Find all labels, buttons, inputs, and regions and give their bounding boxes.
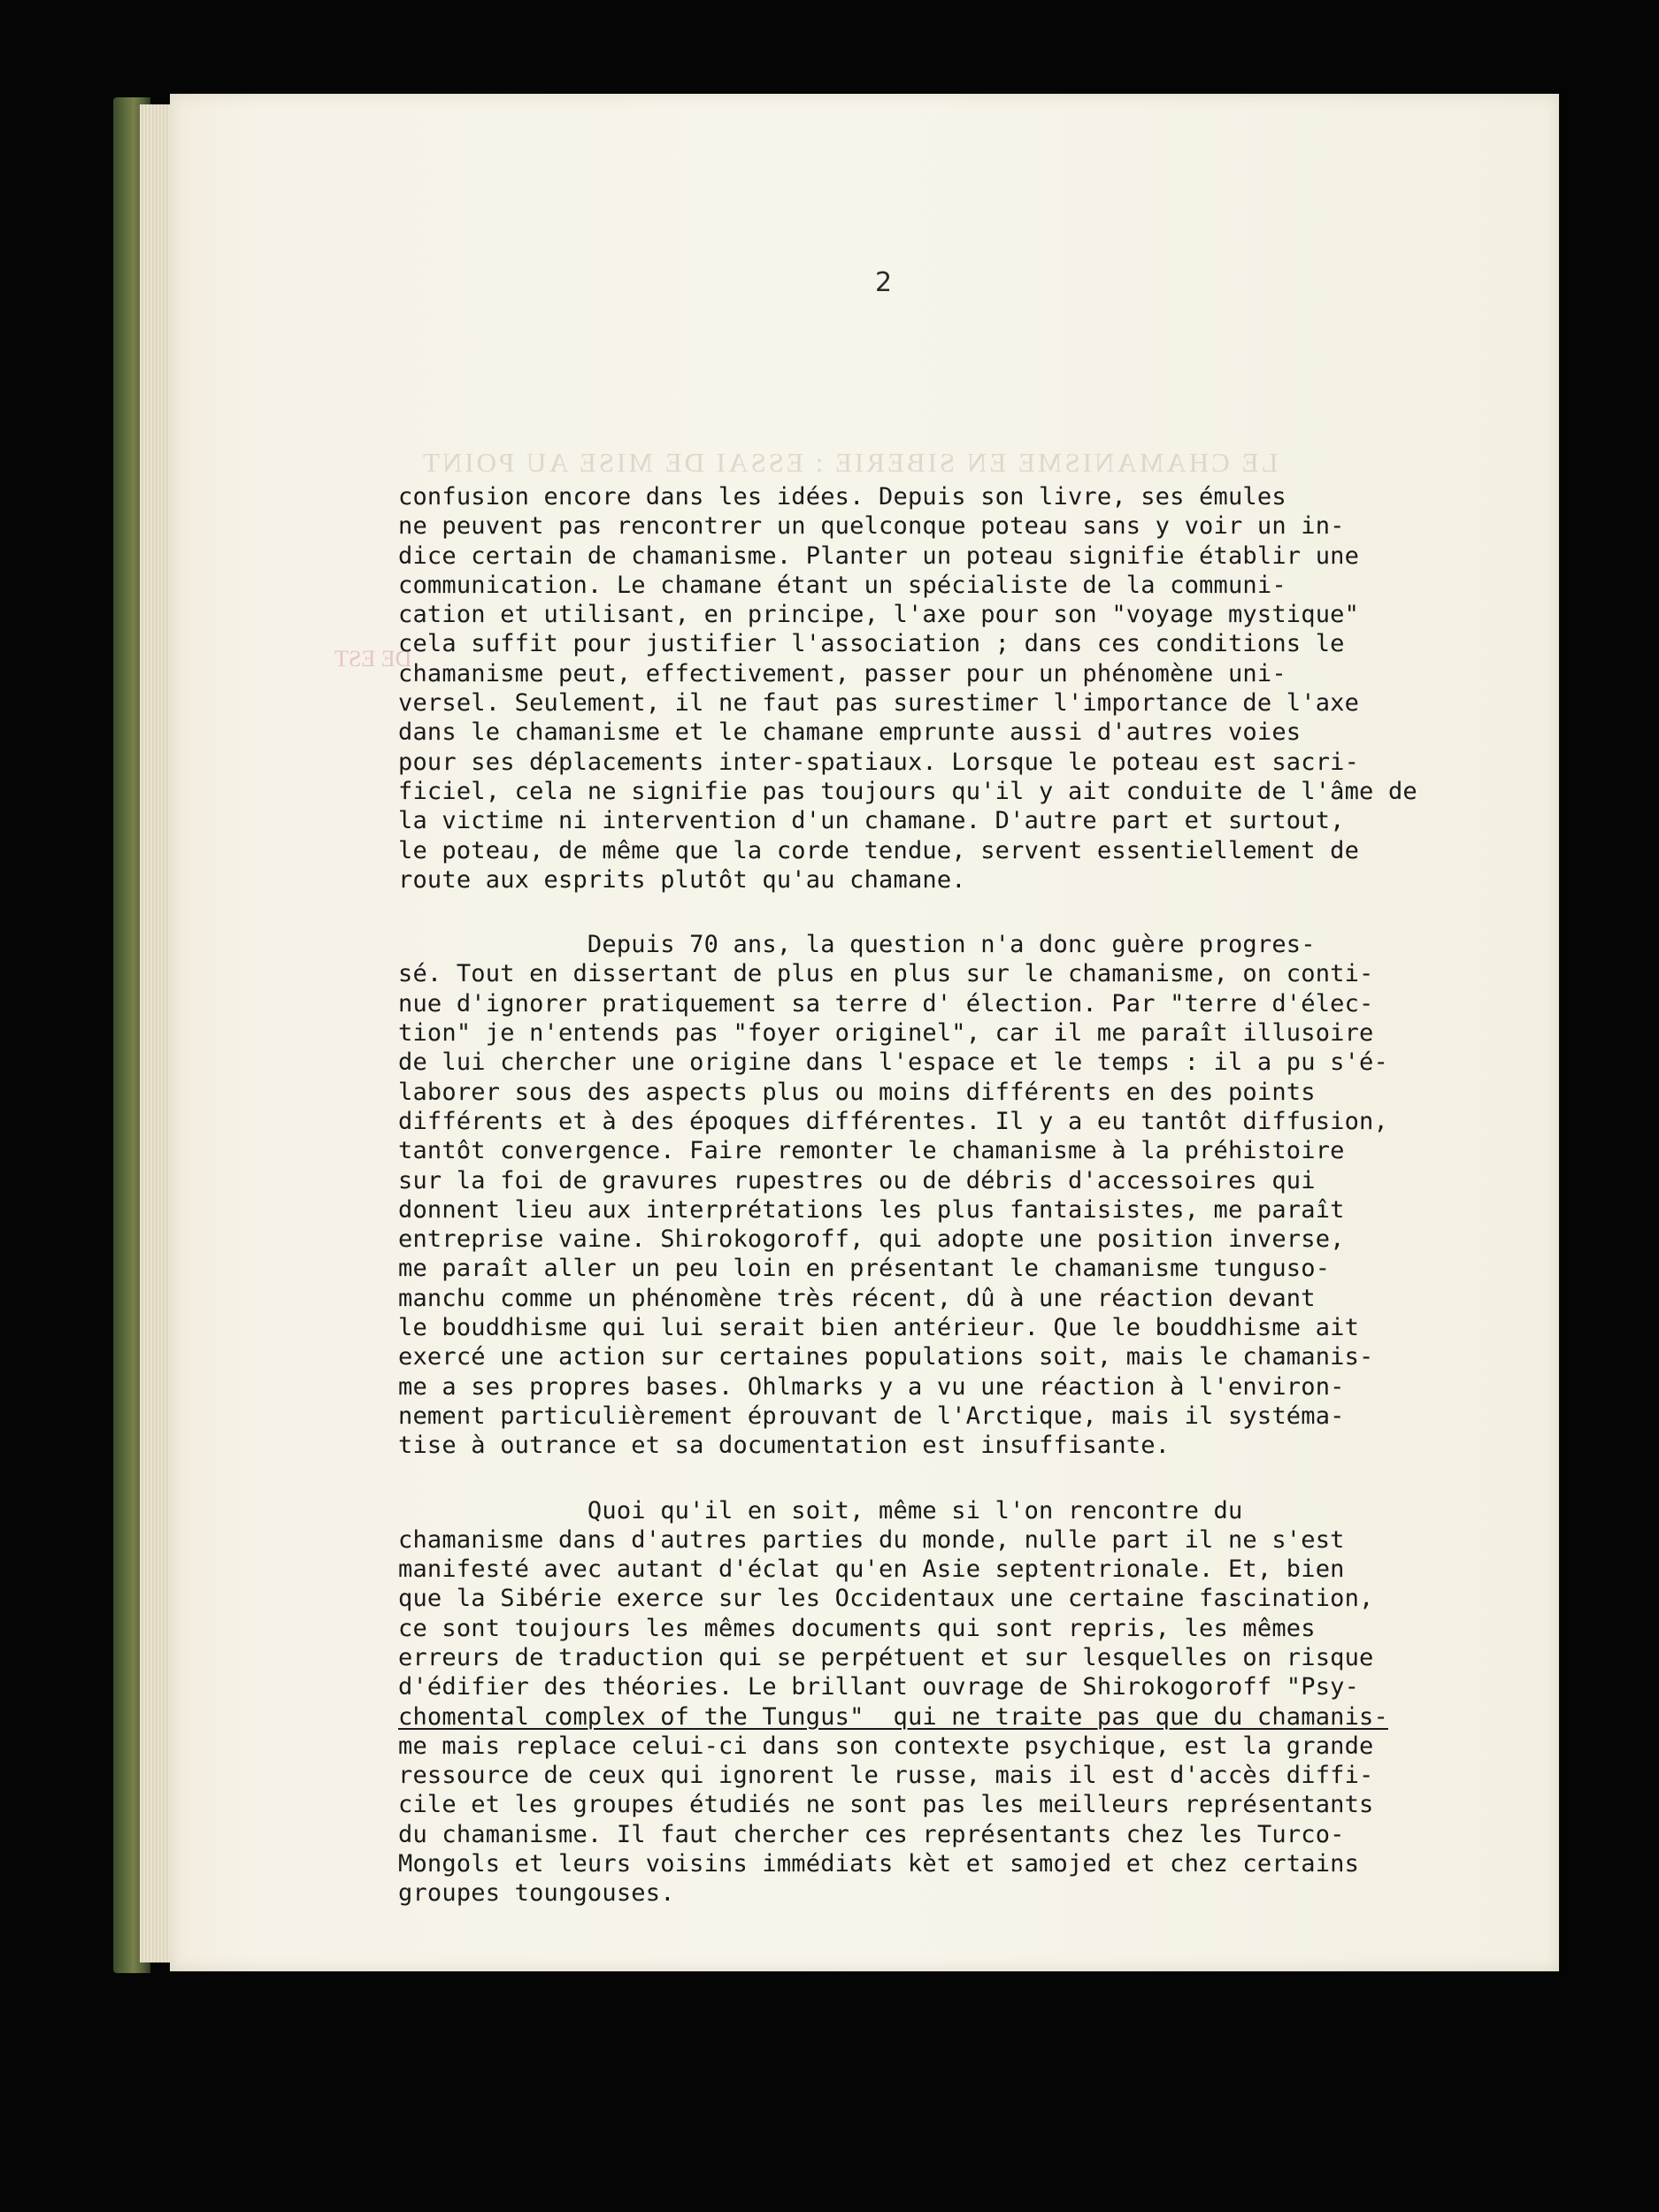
text-line: que la Sibérie exerce sur les Occidentaux une certaine fascination,: [398, 1585, 1374, 1613]
text-line: de lui chercher une origine dans l'espace et le temps : il a pu s'é-: [398, 1048, 1388, 1077]
text-line: erreurs de traduction qui se perpétuent et sur lesquelles on risque: [398, 1643, 1374, 1671]
text-line: versel. Seulement, il ne faut pas surestimer l'importance de l'axe: [398, 689, 1360, 718]
text-line: nue d'ignorer pratiquement sa terre d' élection. Par "terre d'élec-: [398, 989, 1374, 1018]
text-line: nement particulièrement éprouvant de l'Arctique, mais il systéma-: [398, 1402, 1345, 1430]
text-line: laborer sous des aspects plus ou moins différents en des points: [398, 1078, 1316, 1106]
text-line: me a ses propres bases. Ohlmarks y a vu une réaction à l'environ-: [398, 1372, 1345, 1401]
text-line: sur la foi de gravures rupestres ou de débris d'accessoires qui: [398, 1166, 1316, 1194]
paragraph-3: [398, 1496, 1420, 1909]
text-line: tion" je n'entends pas "foyer originel", car il me paraît illusoire: [398, 1019, 1374, 1048]
text-line: différents et à des époques différentes. Il y a eu tantôt diffusion,: [398, 1107, 1388, 1135]
text-line: ce sont toujours les mêmes documents qui sont repris, les mêmes: [398, 1614, 1316, 1642]
text-line: chamanisme peut, effectivement, passer pour un phénomène uni-: [398, 659, 1286, 687]
text-line: Depuis 70 ans, la question n'a donc guère progres-: [398, 931, 1316, 959]
text-line: me mais replace celui-ci dans son contexte psychique, est la grande: [398, 1732, 1374, 1760]
text-line: d'édifier des théories. Le brillant ouvrage de Shirokogoroff "Psy-: [398, 1673, 1360, 1701]
text-line: exercé une action sur certaines populations soit, mais le chamanis-: [398, 1343, 1374, 1371]
bleed-through-title: LE CHAMANISME EN SIBERIE : ESSAI DE MISE AU POINT: [420, 447, 1279, 478]
text-line: pour ses déplacements inter-spatiaux. Lorsque le poteau est sacri-: [398, 748, 1360, 776]
text-line: entreprise vaine. Shirokogoroff, qui adopte une position inverse,: [398, 1225, 1345, 1254]
text-line: donnent lieu aux interprétations les plus fantaisistes, me paraît: [398, 1195, 1345, 1224]
text-line: manchu comme un phénomène très récent, dû à une réaction devant: [398, 1284, 1316, 1312]
text-line: me paraît aller un peu loin en présentant le chamanisme tunguso-: [398, 1255, 1331, 1283]
text-line: Mongols et leurs voisins immédiats kèt et samojed et chez certains: [398, 1850, 1360, 1878]
text-line: la victime ni intervention d'un chamane. D'autre part et surtout,: [398, 807, 1345, 835]
text-line: ressource de ceux qui ignorent le russe, mais il est d'accès diffi-: [398, 1762, 1374, 1790]
text-line: du chamanisme. Il faut chercher ces représentants chez les Turco-: [398, 1820, 1345, 1848]
text-line: ficiel, cela ne signifie pas toujours qu'il y ait conduite de l'âme de: [398, 777, 1417, 805]
text-line: dans le chamanisme et le chamane emprunte aussi d'autres voies: [398, 718, 1302, 747]
text-line: cela suffit pour justifier l'association ; dans ces conditions le: [398, 630, 1345, 658]
text-line: ne peuvent pas rencontrer un quelconque poteau sans y voir un in-: [398, 512, 1345, 541]
text-line: route aux esprits plutôt qu'au chamane.: [398, 865, 966, 894]
text-line: cation et utilisant, en principe, l'axe pour son "voyage mystique": [398, 601, 1360, 629]
text-line: Quoi qu'il en soit, même si l'on rencontre du: [398, 1496, 1243, 1525]
text-line: confusion encore dans les idées. Depuis son livre, ses émules: [398, 483, 1286, 511]
text-line-underlined: chomental complex of the Tungus" qui ne traite pas que du chamanis-: [398, 1702, 1388, 1731]
text-line: manifesté avec autant d'éclat qu'en Asie septentrionale. Et, bien: [398, 1555, 1345, 1584]
text-line: groupes toungouses.: [398, 1879, 675, 1908]
body-text: [398, 482, 1420, 1909]
page-number: 2: [875, 267, 893, 298]
paragraph-1: [398, 482, 1420, 895]
text-line: dice certain de chamanisme. Planter un poteau signifie établir une: [398, 541, 1360, 570]
text-line: chamanisme dans d'autres parties du monde, nulle part il ne s'est: [398, 1525, 1345, 1554]
text-line: le bouddhisme qui lui serait bien antérieur. Que le bouddhisme ait: [398, 1314, 1360, 1342]
bleed-through-stamp: DE EST: [334, 646, 412, 672]
text-line: le poteau, de même que la corde tendue, servent essentiellement de: [398, 836, 1360, 864]
text-line: tantôt convergence. Faire remonter le chamanisme à la préhistoire: [398, 1137, 1345, 1165]
text-line: cile et les groupes étudiés ne sont pas les meilleurs représentants: [398, 1791, 1374, 1819]
text-line: sé. Tout en dissertant de plus en plus sur le chamanisme, on conti-: [398, 960, 1374, 988]
paragraph-2: [398, 930, 1420, 1460]
text-line: tise à outrance et sa documentation est insuffisante.: [398, 1432, 1171, 1460]
text-line: communication. Le chamane étant un spécialiste de la communi-: [398, 571, 1286, 599]
